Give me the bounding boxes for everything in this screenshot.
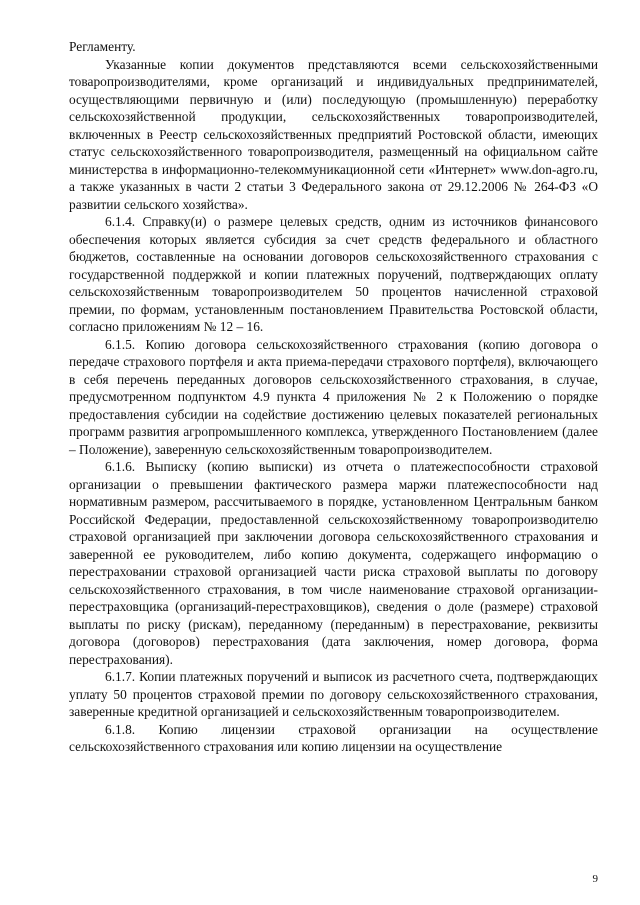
paragraph-regulation-end: Регламенту. (69, 39, 136, 54)
document-body (69, 38, 598, 756)
page-number: 9 (592, 873, 598, 885)
paragraph-copies-provided: Указанные копии документов представляются всеми сельскохозяйственными товаропроизводителями, кроме организаций и индивидуальных предпринимателей, осуществляющими первичную и (или) последующую (промышленную) переработку сельскохозяйственной продукции, сельскохозяйственных товаропроизводителей, включенных в Реестр сельскохозяйственных предприятий Ростовской области, имеющих статус сельскохозяйственного товаропроизводителя, размещенный на официальном сайте министерства в информационно-телекоммуникационной сети «Интернет» www.don-agro.ru, а также указанных в части 2 статьи 3 Федерального закона от 29.12.2006 № 264-ФЗ «О развитии сельского хозяйства». (69, 56, 598, 212)
paragraph-6-1-6: 6.1.6. Выписку (копию выписки) из отчета о платежеспособности страховой организации о превышении фактического размера маржи платежеспособности над нормативным размером, рассчитываемого в порядке, установленном Центральным банком Российской Федерации, предоставленной сельскохозяйственному товаропроизводителю страховой организацией при заключении договора сельскохозяйственного страхования и заверенной ее руководителем, либо копию документа, содержащего информацию о перестраховании страховой организацией части риска страховой выплаты по договору сельскохозяйственного страхования, в том числе наименование страховой организации-перестраховщика (организаций-перестраховщиков), сведения о доле (размере) страховой выплаты по риску (рискам), переданному (переданным) в перестрахование, реквизиты договора (договоров) перестрахования (дата заключения, номер договора, форма перестрахования). (69, 459, 598, 667)
paragraph-6-1-7: 6.1.7. Копии платежных поручений и выписок из расчетного счета, подтверждающих уплату 50 процентов страховой премии по договору сельскохозяйственного страхования, заверенные кредитной организацией и сельскохозяйственным товаропроизводителем. (69, 669, 598, 719)
paragraph-6-1-5: 6.1.5. Копию договора сельскохозяйственного страхования (копию договора о передаче страхового портфеля и акта приема-передачи страхового портфеля), включающего в себя перечень переданных договоров сельскохозяйственного страхования, в случае, предусмотренном подпунктом 4.9 пункта 4 приложения № 2 к Положению о порядке предоставления субсидии на содействие достижению целевых показателей региональных программ развития агропромышленного комплекса, утвержденного Постановлением (далее – Положение), заверенную сельскохозяйственным товаропроизводителем. (69, 336, 598, 457)
paragraph-6-1-4: 6.1.4. Справку(и) о размере целевых средств, одним из источников финансового обеспечения которых является субсидия за счет средств федерального и областного бюджетов, составленные на основании договоров сельскохозяйственного страхования с государственной поддержкой и копии платежных поручений, подтверждающих оплату сельскохозяйственным товаропроизводителем 50 процентов начисленной страховой премии, по формам, установленным постановлением Правительства Ростовской области, согласно приложениям № 12 – 16. (69, 214, 598, 334)
paragraph-6-1-8: 6.1.8. Копию лицензии страховой организации на осуществление сельскохозяйственного страхования или копию лицензии на осуществление (69, 721, 598, 754)
